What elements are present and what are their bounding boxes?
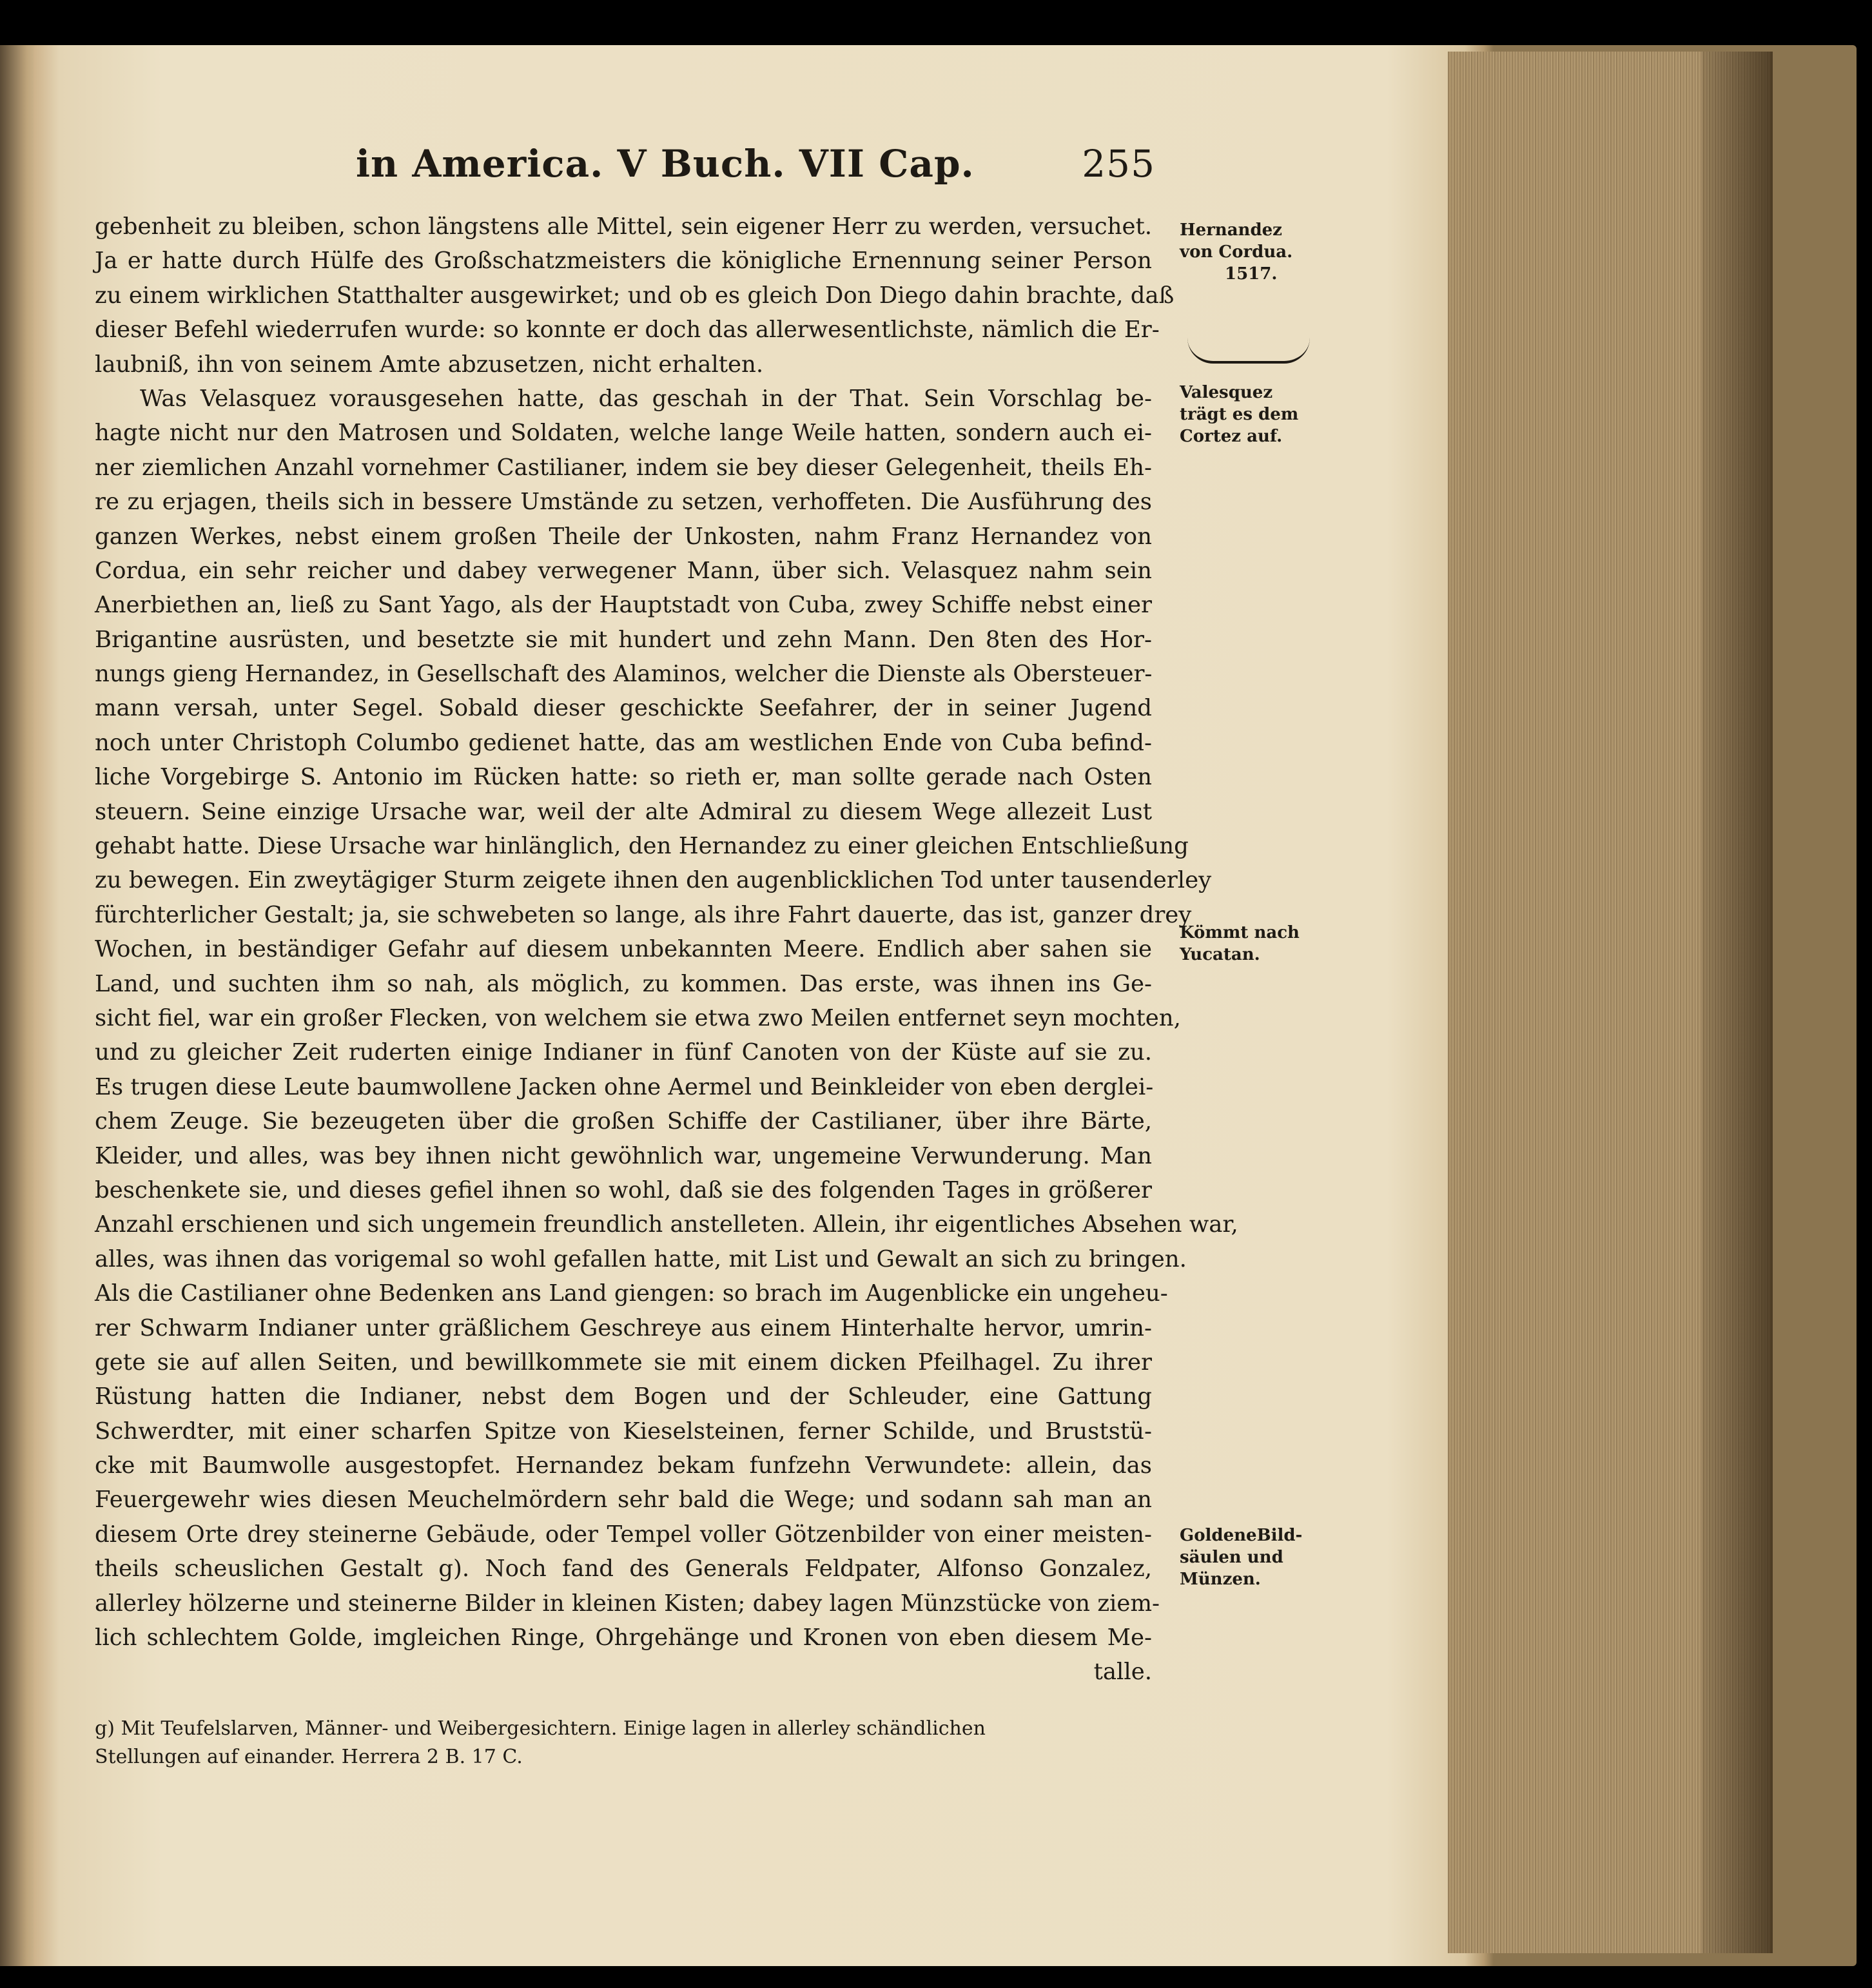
book-page bbox=[34, 45, 1445, 1966]
margin-note bbox=[1180, 382, 1298, 447]
text-line: diesem Orte drey steinerne Gebäude, oder Tempel voller Götzenbilder von einer meisten- bbox=[95, 1521, 1152, 1548]
margin-note-year: 1517. bbox=[1225, 264, 1278, 284]
margin-note-line: Münzen. bbox=[1180, 1570, 1261, 1589]
text-line: Rüstung hatten die Indianer, nebst dem Bogen und der Schleuder, eine Gattung bbox=[95, 1383, 1152, 1410]
text-line: beschenkete sie, und dieses gefiel ihnen so wohl, daß sie des folgenden Tages in größerer bbox=[95, 1176, 1152, 1204]
text-line: Was Velasquez vorausgesehen hatte, das geschah in der That. Sein Vorschlag be- bbox=[140, 385, 1152, 412]
text-line: Kleider, und alles, was bey ihnen nicht gewöhnlich war, ungemeine Verwunderung. Man bbox=[95, 1142, 1152, 1169]
text-line: rer Schwarm Indianer unter gräßlichem Geschreye aus einem Hinterhalte hervor, umrin- bbox=[95, 1314, 1152, 1341]
text-line: und zu gleicher Zeit ruderten einige Indianer in fünf Canoten von der Küste auf sie zu. bbox=[95, 1039, 1152, 1066]
text-line: cke mit Baumwolle ausgestopfet. Hernandez bekam funfzehn Verwundete: allein, das bbox=[95, 1452, 1152, 1479]
text-line: Anerbiethen an, ließ zu Sant Yago, als der Hauptstadt von Cuba, zwey Schiffe nebst einer bbox=[95, 592, 1152, 619]
text-line: gete sie auf allen Seiten, und bewillkommete sie mit einem dicken Pfeilhagel. Zu ihrer bbox=[95, 1349, 1152, 1376]
text-line: gehabt hatte. Diese Ursache war hinlänglich, den Hernandez zu einer gleichen Entschließung bbox=[95, 833, 1189, 860]
text-line: dieser Befehl wiederrufen wurde: so konnte er doch das allerwesentlichste, nämlich die Er- bbox=[95, 317, 1160, 344]
text-line: ner ziemlichen Anzahl vornehmer Castilianer, indem sie bey dieser Gelegenheit, theils Eh- bbox=[95, 454, 1152, 481]
margin-note-line: Kömmt nach bbox=[1180, 923, 1300, 942]
text-line: allerley hölzerne und steinerne Bilder in kleinen Kisten; dabey lagen Münzstücke von ziem- bbox=[95, 1590, 1160, 1617]
margin-note-line: GoldeneBild- bbox=[1180, 1526, 1303, 1545]
text-line: Cordua, ein sehr reicher und dabey verwegener Mann, über sich. Velasquez nahm sein bbox=[95, 557, 1152, 584]
text-line: Wochen, in beständiger Gefahr auf diesem unbekannten Meere. Endlich aber sahen sie bbox=[95, 936, 1152, 963]
margin-note bbox=[1180, 219, 1292, 285]
text-line: steuern. Seine einzige Ursache war, weil der alte Admiral zu diesem Wege allezeit Lust bbox=[95, 798, 1152, 825]
book-cover-edge bbox=[1702, 52, 1773, 1953]
page-number: 255 bbox=[1082, 142, 1155, 186]
text-line: zu einem wirklichen Statthalter ausgewirket; und ob es gleich Don Diego dahin brachte, daß bbox=[95, 282, 1175, 309]
text-line: noch unter Christoph Columbo gedienet hatte, das am westlichen Ende von Cuba befind- bbox=[95, 729, 1152, 756]
text-line: fürchterlicher Gestalt; ja, sie schwebeten so lange, als ihre Fahrt dauerte, das ist, ganzer drey bbox=[95, 901, 1192, 928]
text-line: chem Zeuge. Sie bezeugeten über die großen Schiffe der Castilianer, über ihre Bärte, bbox=[95, 1108, 1152, 1135]
margin-note-line: von Cordua. bbox=[1180, 242, 1293, 262]
footnote-line: Stellungen auf einander. Herrera 2 B. 17 C. bbox=[95, 1746, 523, 1768]
text-line: liche Vorgebirge S. Antonio im Rücken hatte: so rieth er, man sollte gerade nach Osten bbox=[95, 764, 1152, 791]
text-line: Feuergewehr wies diesen Meuchelmördern sehr bald die Wege; und sodann sah man an bbox=[95, 1486, 1152, 1514]
text-line: Land, und suchten ihm so nah, als möglich, zu kommen. Das erste, was ihnen ins Ge- bbox=[95, 970, 1152, 997]
footnote bbox=[95, 1715, 1152, 1771]
margin-note-line: Yucatan. bbox=[1180, 945, 1260, 964]
margin-note bbox=[1180, 1525, 1302, 1590]
margin-note-line: Cortez auf. bbox=[1180, 427, 1283, 446]
margin-note-line: trägt es dem bbox=[1180, 405, 1299, 424]
text-line: mann versah, unter Segel. Sobald dieser geschickte Seefahrer, der in seiner Jugend bbox=[95, 695, 1152, 722]
text-line: alles, was ihnen das vorigemal so wohl gefallen hatte, mit List und Gewalt an sich zu bringen. bbox=[95, 1245, 1187, 1272]
text-line: zu bewegen. Ein zweytägiger Sturm zeigete ihnen den augenblicklichen Tod unter tausenderley bbox=[95, 867, 1212, 894]
margin-note bbox=[1180, 922, 1300, 966]
margin-note-line: säulen und bbox=[1180, 1548, 1283, 1567]
text-line: Als die Castilianer ohne Bedenken ans Land giengen: so brach im Augenblicke ein ungeheu- bbox=[95, 1280, 1168, 1307]
text-line: hagte nicht nur den Matrosen und Soldaten, welche lange Weile hatten, sondern auch ei- bbox=[95, 420, 1152, 447]
margin-note-line: Hernandez bbox=[1180, 220, 1282, 240]
footnote-line: g) Mit Teufelslarven, Männer- und Weibergesichtern. Einige lagen in allerley schändlichen bbox=[95, 1717, 986, 1740]
text-line: re zu erjagen, theils sich in bessere Umstände zu setzen, verhoffeten. Die Ausführung des bbox=[95, 489, 1152, 516]
text-line: lich schlechtem Golde, imgleichen Ringe, Ohrgehänge und Kronen von eben diesem Me- bbox=[95, 1624, 1152, 1652]
text-line: Es trugen diese Leute baumwollene Jacken ohne Aermel und Beinkleider von eben derglei- bbox=[95, 1073, 1154, 1100]
running-head bbox=[356, 142, 1155, 206]
text-line: sicht fiel, war ein großer Flecken, von welchem sie etwa zwo Meilen entfernet seyn mochten, bbox=[95, 1004, 1181, 1031]
text-line: laubniß, ihn von seinem Amte abzusetzen, nicht erhalten. bbox=[95, 351, 764, 378]
text-line: nungs gieng Hernandez, in Gesellschaft des Alaminos, welcher die Dienste als Obersteuer- bbox=[95, 661, 1153, 688]
margin-note-line: Valesquez bbox=[1180, 383, 1273, 402]
catchword: talle. bbox=[1093, 1659, 1152, 1686]
year-bracket bbox=[1187, 335, 1310, 364]
text-line: Ja er hatte durch Hülfe des Großschatzmeisters die königliche Ernennung seiner Person bbox=[95, 248, 1152, 275]
text-line: Brigantine ausrüsten, und besetzte sie mit hundert und zehn Mann. Den 8ten des Hor- bbox=[95, 626, 1152, 653]
running-head-title: in America. V Buch. VII Cap. bbox=[356, 142, 975, 186]
text-line: theils scheuslichen Gestalt g). Noch fand des Generals Feldpater, Alfonso Gonzalez, bbox=[95, 1555, 1152, 1583]
text-line: ganzen Werkes, nebst einem großen Theile der Unkosten, nahm Franz Hernandez von bbox=[95, 523, 1152, 550]
text-line: Schwerdter, mit einer scharfen Spitze von Kieselsteinen, ferner Schilde, und Bruststü- bbox=[95, 1418, 1152, 1445]
text-line: gebenheit zu bleiben, schon längstens alle Mittel, sein eigener Herr zu werden, versuchet. bbox=[95, 213, 1152, 240]
text-line: Anzahl erschienen und sich ungemein freundlich anstelleten. Allein, ihr eigentliches Absehen war, bbox=[95, 1211, 1238, 1238]
